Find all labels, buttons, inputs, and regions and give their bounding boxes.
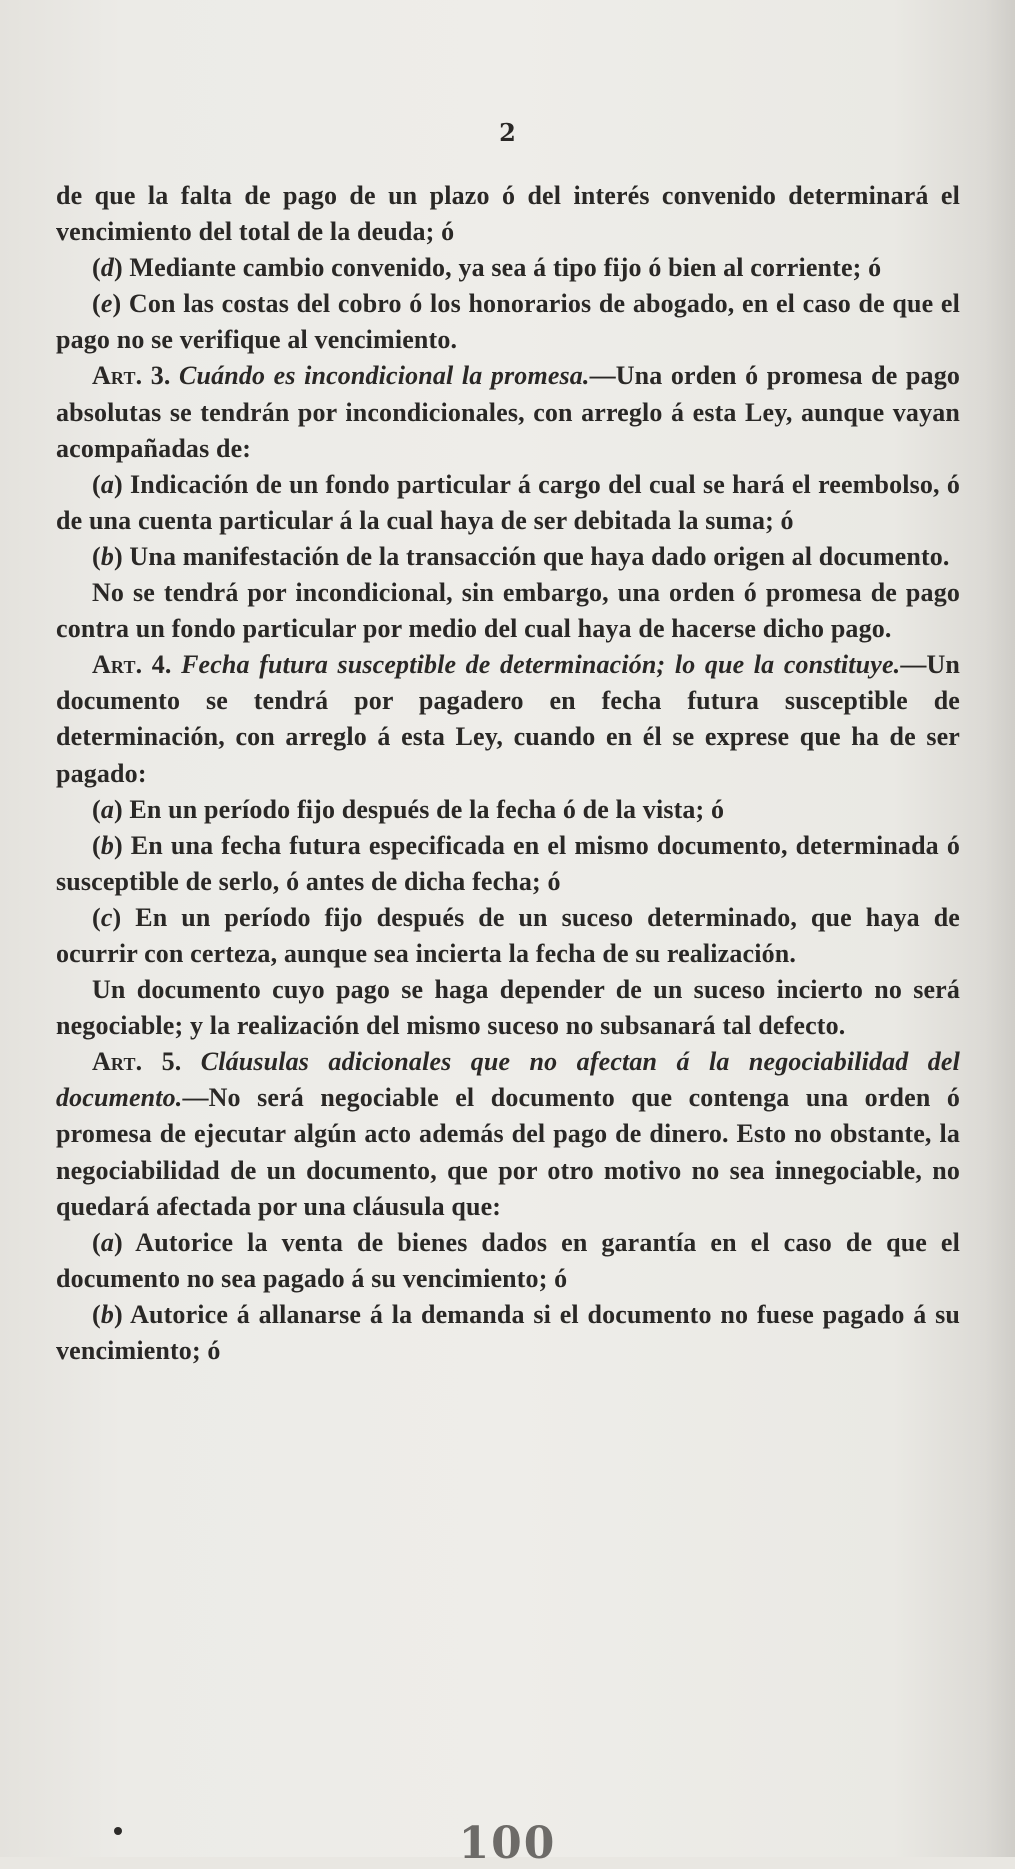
text-run: ) Una manifestación de la transacción que haya dado origen al documento. [113, 541, 950, 571]
text-run: Un documento cuyo pago se haga depender de un suceso incierto no será negociable; y la realización del mismo suceso no subsanará tal defecto. [56, 975, 960, 1041]
paragraph [56, 900, 960, 972]
italic-text: Fecha futura susceptible de determinación; lo que la constituye. [181, 650, 901, 680]
italic-text: a [100, 794, 114, 824]
text-run: 4. [142, 650, 182, 680]
paragraph [56, 792, 960, 828]
text-run: ( [92, 289, 101, 319]
paragraph [56, 178, 960, 250]
paragraph [56, 972, 960, 1044]
italic-text: e [100, 289, 113, 319]
text-run: —No será negociable el documento que contenga una orden ó promesa de ejecutar algún acto además del pago de dinero. Esto no obstante, la negociabilidad de un documento, que por otro motivo no sea innegociable, no quedará afectada por una cláusula que: [56, 1083, 960, 1221]
text-run: ) Autorice la venta de bienes dados en garantía en el caso de que el documento no sea pagado á su vencimiento; ó [56, 1227, 960, 1293]
text-run: ) Autorice á allanarse á la demanda si el documento no fuese pagado á su vencimiento; ó [56, 1299, 960, 1365]
text-run: ( [92, 1299, 101, 1329]
text-run: ( [92, 1227, 101, 1257]
italic-text: b [100, 541, 114, 571]
italic-text: d [100, 253, 114, 283]
italic-text: Cláusulas adicionales que no afectan á la negociabilidad del documento. [56, 1047, 960, 1113]
paragraph [56, 1044, 960, 1224]
italic-text: b [100, 830, 114, 860]
page-number: 2 [499, 118, 516, 147]
text-run: de que la falta de pago de un plazo ó del interés convenido determinará el vencimiento del total de la deuda; ó [56, 181, 960, 247]
paragraph [56, 358, 960, 466]
paragraph [56, 575, 960, 647]
article-label: Art. [92, 361, 143, 391]
italic-text: Cuándo es incondicional la promesa. [179, 361, 590, 391]
paragraph [56, 1297, 960, 1369]
italic-text: b [100, 1299, 114, 1329]
text-run: ( [92, 541, 101, 571]
body-text [56, 178, 960, 1369]
text-run: ( [92, 830, 101, 860]
text-run: ) En una fecha futura especificada en el mismo documento, determinada ó susceptible de serlo, ó antes de dicha fecha; ó [56, 830, 960, 896]
text-run: 5. [142, 1047, 201, 1077]
text-run: —Un documento se tendrá por pagadero en fecha futura susceptible de determinación, con arreglo á esta Ley, cuando en él se exprese que ha de ser pagado: [56, 650, 960, 788]
text-run: ) En un período fijo después de un suceso determinado, que haya de ocurrir con certeza, aunque sea incierta la fecha de su realización. [56, 902, 960, 968]
text-run: ( [92, 469, 101, 499]
text-run: ) Mediante cambio convenido, ya sea á tipo fijo ó bien al corriente; ó [113, 253, 882, 283]
text-run: 3. [142, 361, 180, 391]
footer-page-number: 100 [458, 1818, 557, 1869]
text-run: ) Con las costas del cobro ó los honorarios de abogado, en el caso de que el pago no se verifique al vencimiento. [56, 289, 960, 355]
text-run: No se tendrá por incondicional, sin embargo, una orden ó promesa de pago contra un fondo particular por medio del cual haya de hacerse dicho pago. [56, 578, 960, 644]
article-label: Art. [92, 650, 143, 680]
italic-text: a [100, 1227, 114, 1257]
paragraph [56, 250, 960, 286]
text-run: ( [92, 902, 101, 932]
paragraph [56, 647, 960, 791]
paragraph [56, 286, 960, 358]
italic-text: c [100, 902, 113, 932]
paragraph [56, 467, 960, 539]
text-run: ( [92, 794, 101, 824]
italic-text: a [100, 469, 114, 499]
article-label: Art. [92, 1047, 143, 1077]
paragraph [56, 539, 960, 575]
paragraph [56, 1225, 960, 1297]
text-run: ) En un período fijo después de la fecha ó de la vista; ó [113, 794, 725, 824]
paragraph [56, 828, 960, 900]
text-run: ) Indicación de un fondo particular á cargo del cual se hará el reembolso, ó de una cuenta particular á la cual haya de ser debitada la suma; ó [56, 469, 960, 535]
text-run: —Una orden ó promesa de pago absolutas se tendrán por incondicionales, con arreglo á esta Ley, aunque vayan acompañadas de: [56, 361, 960, 463]
text-run: ( [92, 253, 101, 283]
